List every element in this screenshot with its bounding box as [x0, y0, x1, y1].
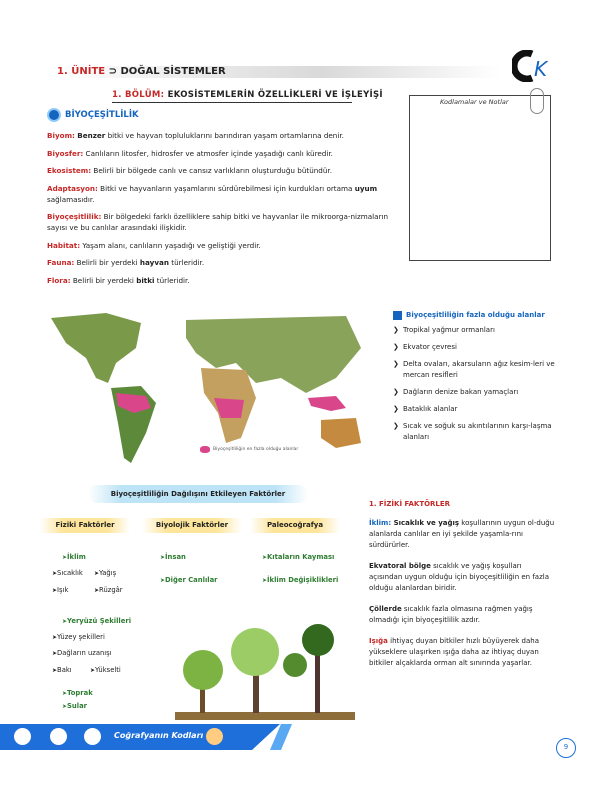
trees-illustration: [175, 620, 355, 720]
col-paleo: Paleocoğrafya: [250, 518, 340, 533]
svg-text:K: K: [534, 57, 548, 81]
list-item: ❯ Bataklık alanlar: [393, 404, 555, 415]
iklim-deg-item: ➤ İklim Değişiklikleri: [262, 575, 338, 586]
yuzey-item: ➤ Yüzey şekilleri: [52, 632, 105, 643]
page-number: 9: [556, 738, 576, 758]
fiz-p3: Çöllerde sıcaklık fazla olmasına rağmen yağış olmadığı için biyoçeşitlilik azdır.: [369, 605, 533, 624]
def-biyocesitlilik: Biyoçeşitlilik: Bir bölgedeki farklı özelliklere sahip bitki ve hayvanlar ile mikroorga-nizmaların sayısı ve bu canlılar arasındaki ilişkidir.: [47, 212, 389, 232]
col-fiziki: Fiziki Faktörler: [40, 518, 130, 533]
fiz-p4: Işığa ihtiyaç duyan bitkiler hızlı büyüyerek daha yükseklere ulaşırken ışığa daha az ihtiyaç duyan bitkiler alçaklarda orman alt sınırında yaşarlar.: [369, 637, 540, 667]
yagis-item: ➤ Yağış: [94, 568, 116, 579]
fiziki-text: [369, 518, 555, 679]
baki-item: ➤ Bakı: [52, 665, 72, 676]
def-flora: Flora: Belirli bir yerdeki bitki türleridir.: [47, 275, 190, 285]
legend-swatch: [200, 446, 210, 453]
paperclip-icon: [530, 88, 544, 114]
list-item: ❯ Delta ovaları, akarsuların ağız kesim-leri ve mercan resifleri: [393, 359, 555, 381]
def-biyosfer: Biyosfer: Canlıların litosfer, hidrosfer ve atmosfer içinde yaşadığı canlı küredir.: [47, 148, 333, 158]
section-title: 1. BÖLÜM: EKOSİSTEMLERİN ÖZELLİKLERİ VE İŞLEYİŞİ: [112, 90, 383, 100]
col-biyolojik: Biyolojik Faktörler: [142, 518, 242, 533]
sular-item: ➤ Sular: [62, 701, 87, 712]
fiz-p1: İklim: Sıcaklık ve yağış koşullarının uygun ol-duğu alanlarda canlılar en iyi şekilde yaşamla-rını sürdürürler.: [369, 519, 555, 549]
list-icon: [393, 311, 402, 320]
sicaklik-item: ➤ Sıcaklık: [52, 568, 83, 579]
yukselti-item: ➤ Yükselti: [90, 665, 121, 676]
instagram-icon[interactable]: [84, 728, 101, 745]
yeryuzu-item: ➤ Yeryüzü Şekilleri: [62, 616, 131, 627]
unit-heading: 1. ÜNİTE ⊃ DOĞAL SİSTEMLER: [57, 66, 226, 77]
insan-item: ➤ İnsan: [160, 552, 186, 563]
kitalar-item: ➤ Kıtaların Kayması: [262, 552, 334, 563]
fiz-p2: Ekvatoral bölge sıcaklık ve yağış koşulları açısından uygun olduğu için biyoçeşitliliğin en fazla olduğu alanlardan biridir.: [369, 562, 550, 592]
biodiversity-heading: BİYOÇEŞİTLİLİK: [47, 108, 139, 122]
definitions: [47, 130, 392, 292]
notes-title: Kodlamalar ve Notlar: [440, 98, 509, 106]
list-item: ❯ Dağların denize bakan yamaçları: [393, 387, 555, 398]
list-item: ❯ Sıcak ve soğuk su akıntılarının karşı-laşma alanları: [393, 421, 555, 443]
def-biyom: Biyom: Benzer bitki ve hayvan topluluklarını barındıran yaşam ortamlarına denir.: [47, 131, 344, 140]
divider: [112, 102, 352, 103]
ruzgar-item: ➤ Rüzgâr: [94, 585, 123, 596]
globe-icon: [47, 108, 61, 122]
high-biodiversity-list: Biyoçeşitliliğin fazla olduğu alanlar ❯ Tropikal yağmur ormanları ❯ Ekvator çevresi ❯ Delta ovaları, akarsuların ağız kesim-leri ve mercan resifleri ❯ Dağların denize bakan yamaçları ❯ Bataklık alanlar ❯ Sıcak ve soğuk su akıntılarının karşı-laşma alanları: [393, 310, 555, 449]
brand-icon[interactable]: [14, 728, 31, 745]
world-map: [46, 308, 364, 468]
youtube-icon[interactable]: [50, 728, 67, 745]
daglarin-item: ➤ Dağların uzanışı: [52, 648, 112, 659]
footer-title: Coğrafyanın Kodları: [114, 731, 204, 740]
map-legend: Biyoçeşitliliğin en fazla olduğu alanlar: [200, 446, 298, 453]
def-habitat: Habitat: Yaşam alanı, canlıların yaşadığı ve geliştiği yerdir.: [47, 240, 261, 250]
iklim-item: ➤ İklim: [62, 552, 86, 563]
avatar: [206, 728, 223, 745]
toprak-item: ➤ Toprak: [62, 688, 93, 699]
notes-box[interactable]: [409, 95, 551, 261]
def-fauna: Fauna: Belirli bir yerdeki hayvan türleridir.: [47, 258, 205, 267]
factors-banner: Biyoçeşitliliğin Dağılışını Etkileyen Faktörler: [88, 485, 308, 503]
ck-logo: [512, 50, 556, 82]
list-item: ❯ Ekvator çevresi: [393, 342, 555, 353]
diger-item: ➤ Diğer Canlılar: [160, 575, 218, 586]
def-adaptasyon: Adaptasyon: Bitki ve hayvanların yaşamlarını sürdürebilmesi için kurdukları ortama uyum sağlamasıdır.: [47, 183, 378, 204]
list-item: ❯ Tropikal yağmur ormanları: [393, 325, 555, 336]
isik-item: ➤ Işık: [52, 585, 68, 596]
def-ekosistem: Ekosistem: Belirli bir bölgede canlı ve cansız varlıkların oluşturduğu bütündür.: [47, 166, 332, 175]
fiziki-heading: 1. FİZİKİ FAKTÖRLER: [369, 500, 451, 508]
